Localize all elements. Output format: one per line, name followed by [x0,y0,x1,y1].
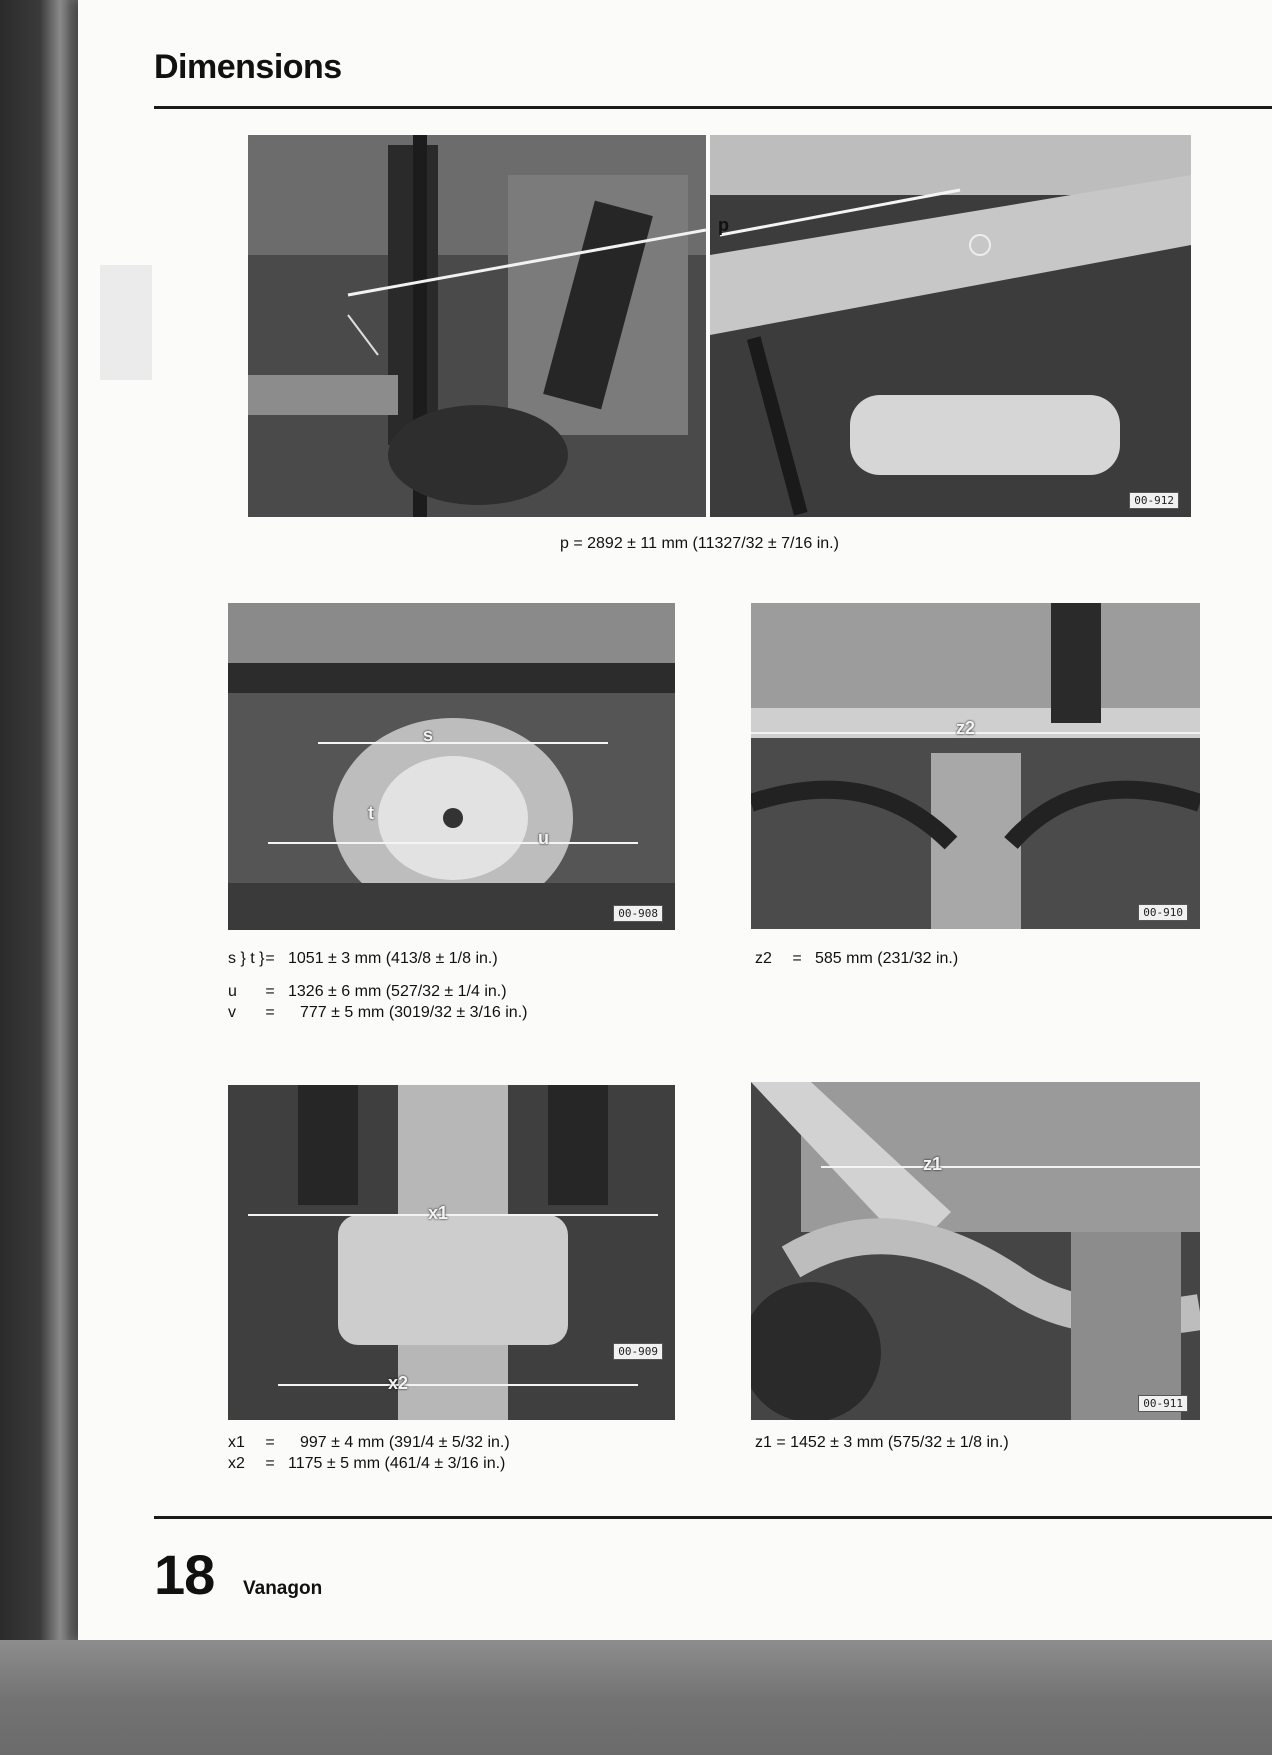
dimension-label-x2: x2 [388,1373,409,1393]
caption-group-wheel [228,948,527,1023]
figure-code: 00-909 [613,1343,663,1360]
caption-z2 [755,948,958,969]
caption-symbol: u [228,983,237,1000]
dimension-label-x1: x1 [428,1203,449,1223]
dimension-label-p: p [718,215,729,235]
caption-group-engine [228,1432,510,1474]
caption-value: 1051 ± 3 mm (413/8 ± 1/8 in.) [288,950,498,967]
dimension-label-z2: z2 [956,718,976,738]
photo-spare-wheel [228,603,675,930]
caption-symbol: x2 [228,1455,245,1472]
dimension-label-z1: z1 [923,1154,943,1174]
caption-equals: = [265,1434,275,1451]
footer-title: Vanagon [243,1578,323,1599]
photo-front-suspension [248,135,706,517]
caption-equals: = [265,983,275,1000]
caption-value: 585 mm (231/32 in.) [815,950,959,967]
binding-shadow [100,265,152,380]
caption-symbol: v [228,1004,236,1021]
scanner-bed [0,1640,1272,1755]
dimension-label-t: t [368,803,374,823]
page-number: 18 [154,1543,215,1606]
top-rule [154,106,1272,109]
caption-p: p = 2892 ± 11 mm (11327/32 ± 7/16 in.) [560,535,839,552]
caption-row-st [228,948,527,969]
page-title: Dimensions [154,48,342,86]
caption-row-v [228,1002,527,1023]
caption-equals: = [265,1004,275,1021]
dimension-label-u: u [538,828,549,848]
figure-code: 00-910 [1138,904,1188,921]
caption-equals: = [792,950,802,967]
caption-equals: = [265,1455,275,1472]
caption-equals: = [265,950,275,967]
figure-code: 00-912 [1129,492,1179,509]
figure-code: 00-908 [613,905,663,922]
photo-rear-frame [710,135,1191,517]
caption-symbol: z2 [755,950,772,967]
figure-code: 00-911 [1138,1395,1188,1412]
caption-value: 777 ± 5 mm (3019/32 ± 3/16 in.) [300,1004,528,1021]
caption-value: 1326 ± 6 mm (527/32 ± 1/4 in.) [288,983,507,1000]
caption-row-z2 [755,948,958,969]
photo-transmission-mount [751,603,1200,929]
dimension-label-s: s [423,725,434,745]
caption-value: 997 ± 4 mm (391/4 ± 5/32 in.) [300,1434,510,1451]
photo-engine-underside [228,1085,675,1420]
caption-symbol: x1 [228,1434,245,1451]
photo-trailing-arm [751,1082,1200,1420]
caption-z1: z1 = 1452 ± 3 mm (575/32 ± 1/8 in.) [755,1434,1009,1451]
caption-row-x2 [228,1453,510,1474]
caption-row-u [228,981,527,1002]
caption-row-x1 [228,1432,510,1453]
caption-value: 1175 ± 5 mm (461/4 ± 3/16 in.) [288,1455,506,1472]
bottom-rule [154,1516,1272,1519]
caption-symbol: s } t } [228,950,265,967]
